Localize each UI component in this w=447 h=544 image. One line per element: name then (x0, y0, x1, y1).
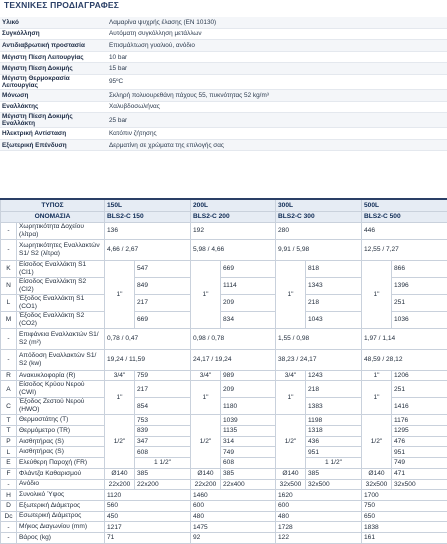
row-code: M (1, 311, 17, 328)
model-name: BLS2-C 300 (276, 212, 362, 223)
spec-row (0, 51, 447, 63)
cell-value: 38,23 / 24,17 (276, 349, 362, 370)
height-value: 854 (135, 398, 191, 415)
cell-value: 1838 (362, 522, 447, 533)
table-row (1, 415, 447, 426)
connection-size: 22x200 (191, 479, 221, 490)
height-value: 818 (306, 260, 362, 277)
cell-value: 4,66 / 2,67 (105, 239, 191, 260)
cell-value: 1217 (105, 522, 191, 533)
spec-value: 10 bar (107, 51, 447, 63)
height-value: 1243 (306, 370, 362, 381)
table-row (1, 468, 447, 479)
cell-value: 136 (105, 222, 191, 239)
connection-size: 1" (276, 381, 306, 415)
row-description: Απόδοση Εναλλακτών S1/ S2 (kw) (17, 349, 105, 370)
cell-value: 600 (276, 500, 362, 511)
table-row (1, 490, 447, 501)
height-value: 753 (135, 415, 191, 426)
connection-size: 1/2" (191, 415, 221, 468)
model-name: BLS2-C 500 (362, 212, 447, 223)
row-code: - (1, 532, 17, 543)
row-code: - (1, 222, 17, 239)
height-value: 951 (392, 447, 447, 458)
height-value: 669 (135, 311, 191, 328)
row-description: Θερμόμετρο (TR) (17, 426, 105, 437)
height-value: 32x500 (392, 479, 447, 490)
cell-value: 0,98 / 0,78 (191, 328, 276, 349)
spec-row (0, 74, 447, 89)
model-specs-table (0, 198, 447, 544)
row-code: T (1, 415, 17, 426)
height-value: 749 (221, 447, 276, 458)
cell-value: 9,91 / 5,98 (276, 239, 362, 260)
height-value: 385 (221, 468, 276, 479)
row-description: Χωρητικότητα Δοχείου (λίτρα) (17, 222, 105, 239)
table-row (1, 381, 447, 398)
height-value: 849 (135, 277, 191, 294)
connection-size: 32x500 (362, 479, 392, 490)
connection-size: 1/2" (276, 415, 306, 468)
connection-size: 3/4" (191, 370, 221, 381)
height-value: 218 (306, 294, 362, 311)
table-row (1, 511, 447, 522)
height-value: 1416 (392, 398, 447, 415)
cell-value: 1475 (191, 522, 276, 533)
row-code: Dc (1, 511, 17, 522)
table-row (1, 532, 447, 543)
height-value: 385 (135, 468, 191, 479)
height-value: 1039 (221, 415, 276, 426)
height-value: 1318 (306, 426, 362, 437)
height-value: 1043 (306, 311, 362, 328)
cell-value: 560 (105, 500, 191, 511)
cell-value: 1,55 / 0,98 (276, 328, 362, 349)
spec-value: 95ºC (107, 74, 447, 89)
cell-value: 280 (276, 222, 362, 239)
table-row (1, 222, 447, 239)
height-value: 951 (306, 447, 362, 458)
height-value: 547 (135, 260, 191, 277)
row-description: Έξοδος Εναλλάκτη S1 (CO1) (17, 294, 105, 311)
height-value: 1383 (306, 398, 362, 415)
row-description: Αισθητήρας (S) (17, 447, 105, 458)
general-specs-table (0, 17, 447, 151)
table-header-row (1, 199, 447, 212)
table-row (1, 239, 447, 260)
height-value: 314 (221, 436, 276, 447)
row-description: Αισθητήρας (S) (17, 436, 105, 447)
table-row (1, 328, 447, 349)
row-code: C (1, 398, 17, 415)
row-code: N (1, 277, 17, 294)
row-code: D (1, 500, 17, 511)
row-code: T (1, 426, 17, 437)
row-code: R (1, 370, 17, 381)
spec-label: Εξωτερική Επένδυση (0, 139, 107, 151)
height-value: 834 (221, 311, 276, 328)
cell-value: 192 (191, 222, 276, 239)
cell-value: 1620 (276, 490, 362, 501)
spec-row (0, 40, 447, 52)
height-value: 251 (392, 381, 447, 398)
spec-label: Εναλλάκτης (0, 101, 107, 113)
height-value: 1396 (392, 277, 447, 294)
height-value: 1295 (392, 426, 447, 437)
height-value: 759 (135, 370, 191, 381)
row-description: Φλάντζα Καθαρισμού (17, 468, 105, 479)
cell-value: 12,55 / 7,27 (362, 239, 447, 260)
height-value: 347 (135, 436, 191, 447)
header-capacity: 200L (191, 199, 276, 212)
connection-size: 1 1/2" (306, 458, 362, 469)
cell-value: 71 (105, 532, 191, 543)
connection-size: 1 1/2" (135, 458, 191, 469)
cell-value: 446 (362, 222, 447, 239)
height-value: 866 (392, 260, 447, 277)
height-value: 1135 (221, 426, 276, 437)
model-label: ΟΝΟΜΑΣΙΑ (1, 212, 105, 223)
cell-value: 19,24 / 11,59 (105, 349, 191, 370)
spec-label: Συγκόλληση (0, 28, 107, 40)
cell-value: 480 (276, 511, 362, 522)
row-code: F (1, 468, 17, 479)
page-title: ΤΕΧΝΙΚΕΣ ΠΡΟΔΙΑΓΡΑΦΕΣ (4, 0, 119, 10)
connection-size: 1" (105, 260, 135, 328)
spec-label: Μέγιστη Θερμοκρασία Λειτουργίας (0, 74, 107, 89)
height-value: 839 (135, 426, 191, 437)
connection-size: 1" (191, 381, 221, 415)
cell-value: 5,98 / 4,66 (191, 239, 276, 260)
height-value: 1176 (392, 415, 447, 426)
header-capacity: 500L (362, 199, 447, 212)
row-code: K (1, 260, 17, 277)
row-code: A (1, 381, 17, 398)
connection-size: 1" (105, 381, 135, 415)
connection-size: 22x200 (105, 479, 135, 490)
height-value: 1343 (306, 277, 362, 294)
row-description: Είσοδος Εναλλάκτη S2 (CI2) (17, 277, 105, 294)
row-code: L (1, 294, 17, 311)
row-description: Έξοδος Ζεστού Νερού (HWO) (17, 398, 105, 415)
model-name-row (1, 212, 447, 223)
spec-label: Μέγιστη Πίεση Δοκιμής Εναλλάκτη (0, 113, 107, 128)
table-row (1, 370, 447, 381)
model-name: BLS2-C 150 (105, 212, 191, 223)
connection-size: Ø140 (105, 468, 135, 479)
header-capacity: 150L (105, 199, 191, 212)
spec-value: Δερματίνη σε χρώματα της επιλογής σας (107, 139, 447, 151)
row-code: H (1, 490, 17, 501)
connection-size: 1" (362, 370, 392, 381)
spec-row (0, 63, 447, 75)
spec-value: Λαμαρίνα ψυχρής έλασης (EN 10130) (107, 17, 447, 28)
row-description: Έξοδος Εναλλάκτη S2 (CO2) (17, 311, 105, 328)
spec-value: Επισμάλτωση γυαλιού, ανόδιο (107, 40, 447, 52)
height-value: 218 (306, 381, 362, 398)
row-description: Εξωτερική Διάμετρος (17, 500, 105, 511)
cell-value: 600 (191, 500, 276, 511)
row-code: P (1, 436, 17, 447)
height-value: 22x400 (221, 479, 276, 490)
height-value: 749 (392, 458, 447, 469)
row-description: Συνολικό Ύψος (17, 490, 105, 501)
connection-size: 1" (191, 260, 221, 328)
spec-value: 15 bar (107, 63, 447, 75)
cell-value: 0,78 / 0,47 (105, 328, 191, 349)
spec-label: Υλικό (0, 17, 107, 28)
table-row (1, 500, 447, 511)
spec-row (0, 89, 447, 101)
cell-value: 92 (191, 532, 276, 543)
cell-value: 48,59 / 28,12 (362, 349, 447, 370)
spec-label: Μέγιστη Πίεση Δοκιμής (0, 63, 107, 75)
cell-value: 122 (276, 532, 362, 543)
connection-size: 3/4" (105, 370, 135, 381)
height-value: 1206 (392, 370, 447, 381)
connection-size: 32x500 (276, 479, 306, 490)
row-description: Θερμοστάτης (T) (17, 415, 105, 426)
height-value: 476 (392, 436, 447, 447)
cell-value: 480 (191, 511, 276, 522)
spec-row (0, 28, 447, 40)
height-value: 1036 (392, 311, 447, 328)
height-value: 385 (306, 468, 362, 479)
connection-size: 1" (362, 381, 392, 415)
header-capacity: 300L (276, 199, 362, 212)
connection-size: Ø140 (362, 468, 392, 479)
row-description: Είσοδος Εναλλάκτη S1 (CI1) (17, 260, 105, 277)
cell-value: 24,17 / 19,24 (191, 349, 276, 370)
height-value: 217 (135, 294, 191, 311)
spec-label: Ηλεκτρική Αντίσταση (0, 128, 107, 140)
height-value: 1114 (221, 277, 276, 294)
connection-size: Ø140 (191, 468, 221, 479)
cell-value: 1120 (105, 490, 191, 501)
row-code: - (1, 522, 17, 533)
row-description: Ανακυκλοφορία (R) (17, 370, 105, 381)
spec-row (0, 17, 447, 28)
table-row (1, 479, 447, 490)
height-value: 1198 (306, 415, 362, 426)
height-value: 608 (221, 458, 276, 469)
row-description: Επιφάνεια Εναλλακτών S1/ S2 (m²) (17, 328, 105, 349)
connection-size: Ø140 (276, 468, 306, 479)
connection-size: 1" (362, 260, 392, 328)
height-value: 251 (392, 294, 447, 311)
spec-value: Σκληρή πολυουρεθάνη πάχους 55, πυκνότητας 52 kg/m³ (107, 89, 447, 101)
cell-value: 1728 (276, 522, 362, 533)
table-row (1, 522, 447, 533)
table-row (1, 349, 447, 370)
row-code: E (1, 458, 17, 469)
spec-value: Κατόπιν ζήτησης (107, 128, 447, 140)
height-value: 989 (221, 370, 276, 381)
row-code: - (1, 328, 17, 349)
height-value: 669 (221, 260, 276, 277)
height-value: 32x500 (306, 479, 362, 490)
spec-value: Αυτόματη συγκόλληση μετάλλων (107, 28, 447, 40)
spec-row (0, 101, 447, 113)
row-code: - (1, 239, 17, 260)
row-description: Μήκος Διαγωνίου (mm) (17, 522, 105, 533)
height-value: 217 (135, 381, 191, 398)
height-value: 22x200 (135, 479, 191, 490)
row-code: - (1, 479, 17, 490)
row-description: Ανόδιο (17, 479, 105, 490)
cell-value: 161 (362, 532, 447, 543)
spec-row (0, 113, 447, 128)
cell-value: 650 (362, 511, 447, 522)
spec-row (0, 139, 447, 151)
model-name: BLS2-C 200 (191, 212, 276, 223)
connection-size: 1/2" (362, 415, 392, 468)
spec-label: Αντιδιαβρωτική προστασία (0, 40, 107, 52)
spec-label: Μόνωση (0, 89, 107, 101)
header-type: ΤΥΠΟΣ (1, 199, 105, 212)
height-value: 209 (221, 294, 276, 311)
height-value: 1180 (221, 398, 276, 415)
connection-size: 1" (276, 260, 306, 328)
row-description: Ελεύθερη Παροχή (FR) (17, 458, 105, 469)
row-description: Είσοδος Κρύου Νερού (CWI) (17, 381, 105, 398)
cell-value: 750 (362, 500, 447, 511)
height-value: 436 (306, 436, 362, 447)
height-value: 209 (221, 381, 276, 398)
spec-row (0, 128, 447, 140)
cell-value: 1460 (191, 490, 276, 501)
spec-label: Μέγιστη Πίεση Λειτουργίας (0, 51, 107, 63)
cell-value: 1,97 / 1,14 (362, 328, 447, 349)
cell-value: 1700 (362, 490, 447, 501)
row-description: Χωρητικότητες Εναλλακτών S1/ S2 (λίτρα) (17, 239, 105, 260)
connection-size: 3/4" (276, 370, 306, 381)
row-description: Εσωτερική Διάμετρος (17, 511, 105, 522)
row-description: Βάρος (kg) (17, 532, 105, 543)
cell-value: 450 (105, 511, 191, 522)
table-row (1, 260, 447, 277)
row-code: L (1, 447, 17, 458)
spec-value: 25 bar (107, 113, 447, 128)
height-value: 471 (392, 468, 447, 479)
connection-size: 1/2" (105, 415, 135, 468)
spec-value: Χαλυβδοσωλήνας (107, 101, 447, 113)
height-value: 608 (135, 447, 191, 458)
row-code: - (1, 349, 17, 370)
